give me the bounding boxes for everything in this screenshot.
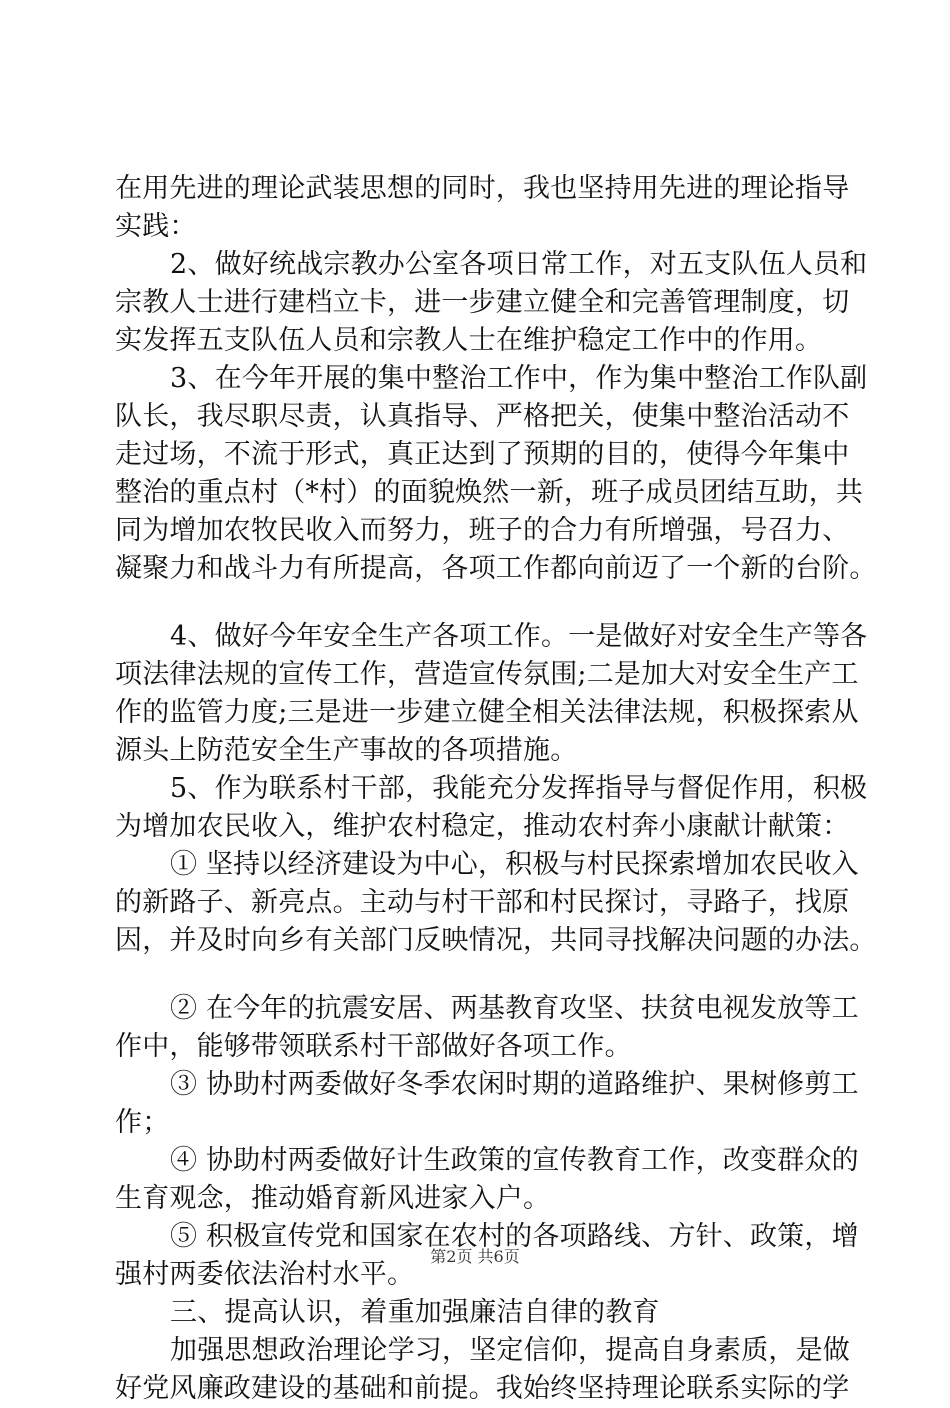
text-line: ② 在今年的抗震安居、两基教育攻坚、扶贫电视发放等工 xyxy=(170,993,859,1024)
text-line: 加强思想政治理论学习，坚定信仰，提高自身素质，是做 xyxy=(170,1335,850,1366)
paragraph-gap xyxy=(115,588,855,618)
document-body xyxy=(115,170,877,1408)
text-line: 的新路子、新亮点。主动与村干部和村民探讨，寻路子，找原 xyxy=(115,887,850,918)
text-line: ⑤ 积极宣传党和国家在农村的各项路线、方针、政策，增 xyxy=(170,1221,859,1252)
text-line: 为增加农民收入，维护农村稳定，推动农村奔小康献计献策： xyxy=(115,811,850,842)
text-line: 队长，我尽职尽责，认真指导、严格把关，使集中整治活动不 xyxy=(115,401,850,432)
text-line: 实发挥五支队伍人员和宗教人士在维护稳定工作中的作用。 xyxy=(115,325,823,356)
text-line: 作； xyxy=(115,1107,170,1138)
text-line: ③ 协助村两委做好冬季农闲时期的道路维护、果树修剪工 xyxy=(170,1069,859,1100)
text-line: 项法律法规的宣传工作，营造宣传氛围;二是加大对安全生产工 xyxy=(115,659,859,690)
paragraph-gap xyxy=(115,960,855,990)
text-line: 作的监管力度;三是进一步建立健全相关法律法规，积极探索从 xyxy=(115,697,859,728)
text-line: 凝聚力和战斗力有所提高，各项工作都向前迈了一个新的台阶。 xyxy=(115,553,877,584)
text-line: 整治的重点村（*村）的面貌焕然一新，班子成员团结互助，共 xyxy=(115,477,864,508)
text-line: 实践： xyxy=(115,211,197,242)
text-line: 3、在今年开展的集中整治工作中，作为集中整治工作队副 xyxy=(170,363,868,394)
text-line: 生育观念，推动婚育新风进家入户。 xyxy=(115,1183,551,1214)
text-line: 三、提高认识，着重加强廉洁自律的教育 xyxy=(170,1297,660,1328)
text-line: 在用先进的理论武装思想的同时，我也坚持用先进的理论指导 xyxy=(115,173,850,204)
text-line: 2、做好统战宗教办公室各项日常工作，对五支队伍人员和 xyxy=(170,249,868,280)
text-line: 强村两委依法治村水平。 xyxy=(115,1259,415,1290)
text-line: 4、做好今年安全生产各项工作。一是做好对安全生产等各 xyxy=(170,621,868,652)
text-line: 好党风廉政建设的基础和前提。我始终坚持理论联系实际的学 xyxy=(115,1373,850,1404)
text-line: 作中，能够带领联系村干部做好各项工作。 xyxy=(115,1031,632,1062)
text-line: 源头上防范安全生产事故的各项措施。 xyxy=(115,735,578,766)
text-line: ④ 协助村两委做好计生政策的宣传教育工作，改变群众的 xyxy=(170,1145,859,1176)
text-line: 同为增加农牧民收入而努力，班子的合力有所增强，号召力、 xyxy=(115,515,850,546)
page-footer xyxy=(0,1244,950,1267)
text-line: ① 坚持以经济建设为中心，积极与村民探索增加农民收入 xyxy=(170,849,859,880)
page-number: 第2页 共6页 xyxy=(430,1247,520,1266)
text-line: 走过场，不流于形式，真正达到了预期的目的，使得今年集中 xyxy=(115,439,850,470)
text-line: 宗教人士进行建档立卡，进一步建立健全和完善管理制度，切 xyxy=(115,287,850,318)
text-line: 因，并及时向乡有关部门反映情况，共同寻找解决问题的办法。 xyxy=(115,925,877,956)
text-line: 5、作为联系村干部，我能充分发挥指导与督促作用，积极 xyxy=(170,773,868,804)
